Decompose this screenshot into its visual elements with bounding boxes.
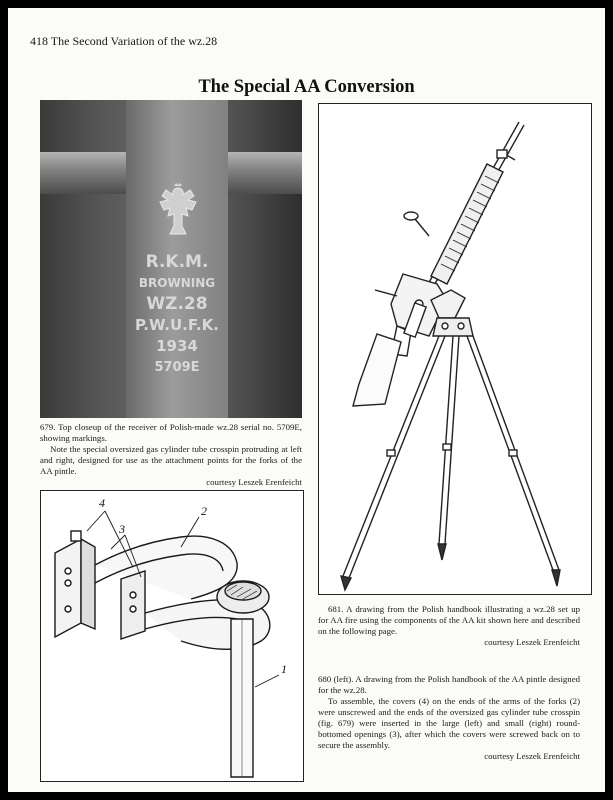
label-3: 3	[119, 522, 125, 536]
caption-credit: courtesy Leszek Erenfeicht	[484, 637, 580, 647]
marking-line: WZ.28	[146, 294, 208, 314]
caption-680	[318, 674, 580, 762]
running-head: 418 The Second Variation of the wz.28	[30, 34, 218, 48]
caption-body: To assemble, the covers (4) on the ends of the arms of the forks (2) were unscrewed and the ends of the oversized gas cylinder tube crosspin (fig. 679) were inserted in the large (left) and small (right) round-bottomed openings (3), after which the covers were screwed back on to secure the assembly.	[318, 696, 580, 750]
book-page	[8, 8, 605, 792]
caption-679	[40, 422, 302, 488]
label-2: 2	[201, 504, 207, 518]
label-4: 4	[99, 496, 105, 510]
caption-681	[318, 604, 580, 648]
caption-lead: 679. Top closeup of the receiver of Polish-made wz.28 serial no. 5709E, showing markings.	[40, 422, 302, 443]
receiver-markings	[126, 252, 228, 378]
marking-line: 1934	[156, 337, 198, 355]
caption-credit: courtesy Leszek Erenfeicht	[484, 751, 580, 761]
aa-pintle-drawing	[41, 491, 303, 781]
caption-text: 681. A drawing from the Polish handbook illustrating a wz.28 set up for AA fire using the components of the AA kit shown here and described on the following page.	[318, 604, 580, 636]
figure-681-frame	[318, 103, 592, 595]
caption-body: Note the special oversized gas cylinder tube crosspin protruding at left and right, designed for use as the attachment points for the forks of the AA pintle.	[40, 444, 302, 476]
caption-lead: 680 (left). A drawing from the Polish handbook of the AA pintle designed for the wz.28.	[318, 674, 580, 695]
page-title: The Special AA Conversion	[198, 77, 415, 97]
marking-line: R.K.M.	[145, 252, 209, 272]
receiver-photo	[40, 100, 302, 418]
figure-680-frame	[40, 490, 304, 782]
marking-line: BROWNING	[138, 276, 216, 290]
aa-gun-tripod-drawing	[319, 104, 591, 594]
marking-line: P.W.U.F.K.	[135, 316, 219, 334]
marking-line: 5709E	[154, 360, 200, 375]
caption-credit: courtesy Leszek Erenfeicht	[206, 477, 302, 487]
label-1: 1	[281, 662, 287, 676]
polish-eagle-icon	[152, 182, 204, 238]
